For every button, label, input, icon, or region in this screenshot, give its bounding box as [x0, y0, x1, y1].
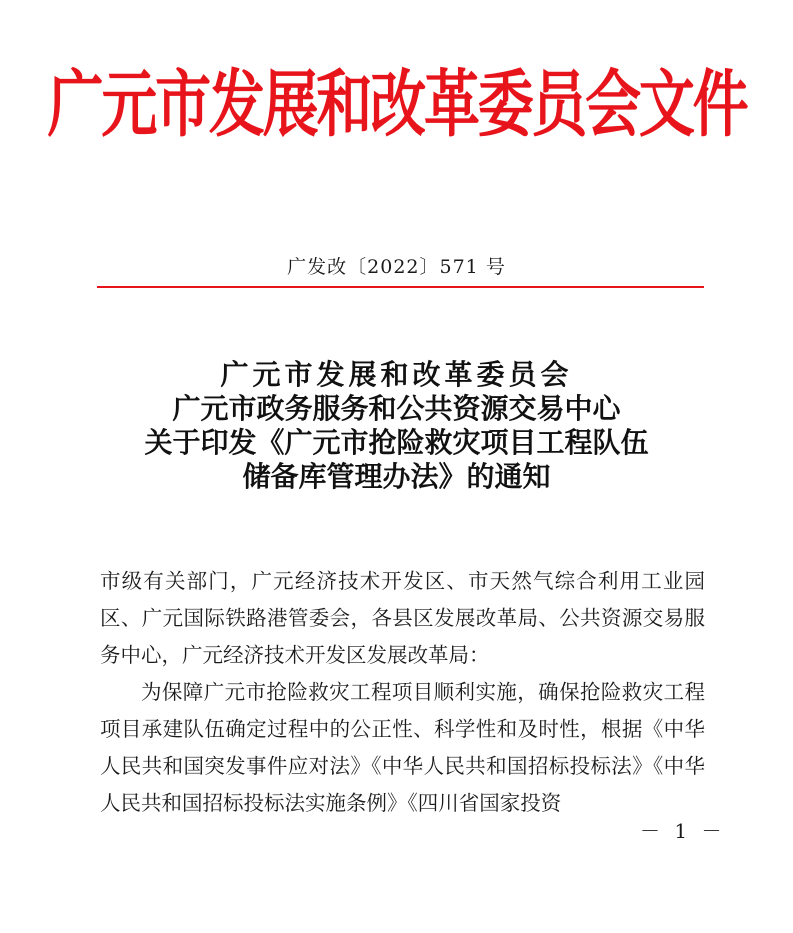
title-line-1: 广元市发展和改革委员会: [220, 358, 573, 391]
body-paragraph-1: 为保障广元市抢险救灾工程项目顺利实施，确保抢险救灾工程项目承建队伍确定过程中的公正性、科学性和及时性，根据《中华人民共和国突发事件应对法》《中华人民共和国招标投标法》《中华人民共和国招标投标法实施条例》《四川省国家投资: [100, 680, 705, 815]
title-line-3: 关于印发《广元市抢险救灾项目工程队伍: [144, 426, 649, 459]
page-number: － 1 －: [640, 819, 726, 843]
document-title: [0, 358, 793, 494]
red-separator-line: [97, 286, 704, 288]
title-line-4: 储备库管理办法》的通知: [242, 460, 551, 493]
title-line-2: 广元市政务服务和公共资源交易中心: [172, 392, 621, 425]
recipients-paragraph: 市级有关部门，广元经济技术开发区、市天然气综合利用工业园区、广元国际铁路港管委会，各县区发展改革局、公共资源交易服务中心，广元经济技术开发区发展改革局：: [100, 569, 705, 667]
document-body: [100, 563, 705, 822]
masthead-title-text: 广元市发展和改革委员会文件: [47, 62, 746, 148]
masthead-title: [0, 60, 793, 160]
document-number: 广发改〔2022〕571 号: [287, 256, 506, 278]
